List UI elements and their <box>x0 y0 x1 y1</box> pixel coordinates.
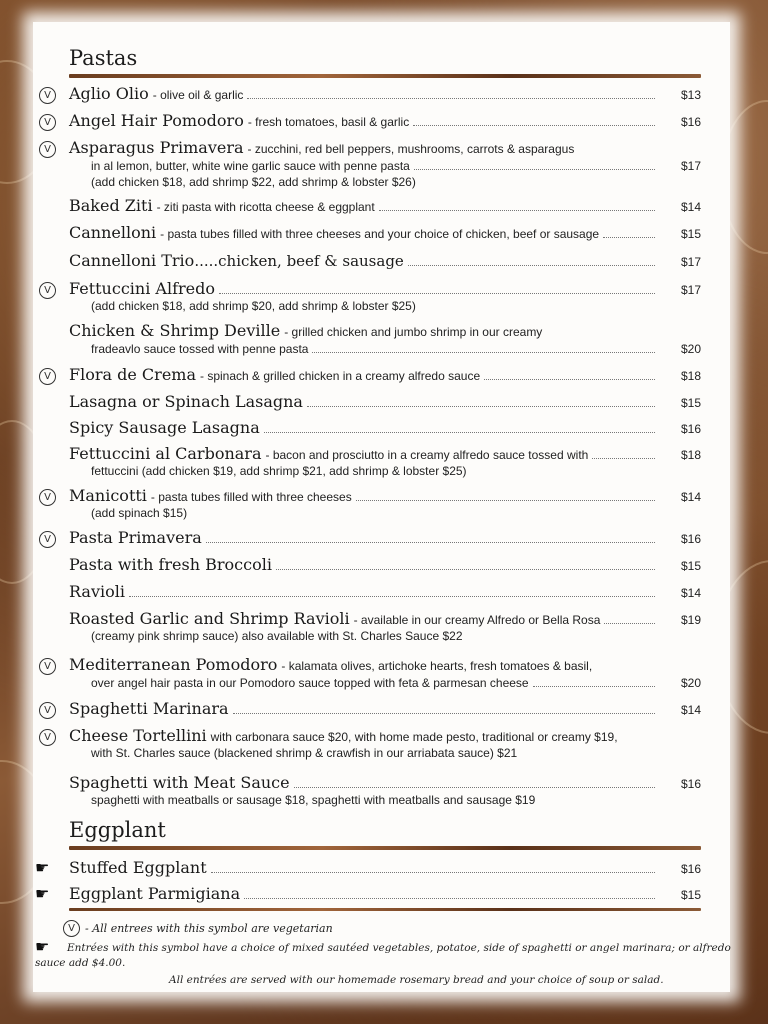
item-desc: with carbonara sauce $20, with home made pesto, traditional or creamy $19, <box>210 730 618 744</box>
dot-leader <box>211 872 655 873</box>
item-subdesc: with St. Charles sauce (blackened shrimp & crawfish in our arriabata sauce) $21 <box>91 746 518 760</box>
item-name: Ravioli <box>69 582 125 601</box>
item-name: Flora de Crema <box>69 365 196 384</box>
item-subdesc: (add chicken $18, add shrimp $20, add shrimp & lobster $25) <box>91 299 416 313</box>
eggplant-title: Eggplant <box>69 818 166 842</box>
dot-leader <box>219 293 655 294</box>
item-name: Angel Hair Pomodoro <box>69 111 244 130</box>
item-price: $19 <box>680 613 701 627</box>
vegetarian-legend: - All entrees with this symbol are vegetarian <box>85 922 333 935</box>
item-price: $17 <box>680 283 701 297</box>
item-name: Cheese Tortellini <box>69 726 207 745</box>
item-name: Pasta Primavera <box>69 528 202 547</box>
item-name: Spaghetti with Meat Sauce <box>69 773 290 792</box>
item-price: $15 <box>680 559 701 573</box>
item-price: $16 <box>680 422 701 436</box>
item-desc: - fresh tomatoes, basil & garlic <box>247 115 410 129</box>
item-name: Spicy Sausage Lasagna <box>69 418 260 437</box>
item-subdesc: fradeavlo sauce tossed with penne pasta <box>91 342 309 356</box>
vegetarian-icon: V <box>39 489 56 506</box>
item-name: Cannelloni Trio <box>69 251 195 270</box>
vegetarian-icon: V <box>39 729 56 746</box>
dot-leader <box>603 237 655 238</box>
dot-leader <box>379 210 655 211</box>
pointing-hand-icon: ☛ <box>35 858 50 877</box>
item-price: $16 <box>680 862 701 876</box>
dot-leader <box>414 169 655 170</box>
footer-note: All entrées are served with our homemade rosemary bread and your choice of soup or salad. <box>169 974 664 986</box>
dot-leader <box>276 569 655 570</box>
item-price: $16 <box>680 115 701 129</box>
item-name: Eggplant Parmigiana <box>69 884 241 903</box>
vegetarian-icon: V <box>39 282 56 299</box>
item-desc: - available in our creamy Alfredo or Bella Rosa <box>353 613 601 627</box>
item-price: $15 <box>680 227 701 241</box>
item-name: Chicken & Shrimp Deville <box>69 321 281 340</box>
item-subdesc: fettuccini (add chicken $19, add shrimp $21, add shrimp & lobster $25) <box>91 464 467 478</box>
item-price: $18 <box>680 369 701 383</box>
pastas-title: Pastas <box>69 46 138 70</box>
item-desc: - pasta tubes filled with three cheeses and your choice of chicken, beef or sausage <box>160 227 600 241</box>
item-name: Spaghetti Marinara <box>69 699 229 718</box>
item-name: Pasta with fresh Broccoli <box>69 555 272 574</box>
item-desc: .....chicken, beef & sausage <box>194 252 404 270</box>
item-desc: - zucchini, red bell peppers, mushrooms, carrots & asparagus <box>247 142 575 156</box>
item-price: $14 <box>680 490 701 504</box>
item-name: Fettuccini al Carbonara <box>69 444 262 463</box>
pastas-rule <box>69 74 701 78</box>
dot-leader <box>244 898 655 899</box>
item-subdesc: (add spinach $15) <box>91 506 188 520</box>
dot-leader <box>408 265 655 266</box>
item-price: $16 <box>680 777 701 791</box>
vegetarian-icon: V <box>39 87 56 104</box>
dot-leader <box>604 623 655 624</box>
item-name: Stuffed Eggplant <box>69 858 207 877</box>
item-name: Lasagna or Spinach Lasagna <box>69 392 303 411</box>
item-name: Manicotti <box>69 486 147 505</box>
item-subdesc: spaghetti with meatballs or sausage $18, spaghetti with meatballs and sausage $19 <box>91 793 536 807</box>
dot-leader <box>356 500 655 501</box>
vegetarian-icon: V <box>39 114 56 131</box>
item-price: $20 <box>680 342 701 356</box>
dot-leader <box>206 542 655 543</box>
item-desc: - spinach & grilled chicken in a creamy alfredo sauce <box>200 369 481 383</box>
item-name: Baked Ziti <box>69 196 153 215</box>
eggplant-rule <box>69 846 701 850</box>
vegetarian-icon: V <box>39 141 56 158</box>
vegetarian-icon: V <box>39 658 56 675</box>
dot-leader <box>312 352 655 353</box>
dot-leader <box>294 787 655 788</box>
vegetarian-icon: V <box>63 920 80 937</box>
item-price: $18 <box>680 448 701 462</box>
item-desc: - ziti pasta with ricotta cheese & eggplant <box>156 200 375 214</box>
dot-leader <box>592 458 655 459</box>
item-name: Aglio Olio <box>69 84 149 103</box>
dot-leader <box>533 686 655 687</box>
item-price: $14 <box>680 586 701 600</box>
dot-leader <box>413 125 655 126</box>
item-subdesc: over angel hair pasta in our Pomodoro sauce topped with feta & parmesan cheese <box>91 676 529 690</box>
item-price: $15 <box>680 396 701 410</box>
item-price: $17 <box>680 159 701 173</box>
item-price: $14 <box>680 200 701 214</box>
dot-leader <box>129 596 655 597</box>
choice-legend-cont: sauce add $4.00. <box>35 957 126 969</box>
vegetarian-icon: V <box>39 702 56 719</box>
dot-leader <box>264 432 655 433</box>
item-desc: - olive oil & garlic <box>152 88 244 102</box>
menu-page <box>33 22 730 992</box>
item-price: $17 <box>680 255 701 269</box>
item-name: Mediterranean Pomodoro <box>69 655 278 674</box>
item-name: Asparagus Primavera <box>69 138 244 157</box>
item-desc: - grilled chicken and jumbo shrimp in our creamy <box>284 325 543 339</box>
pointing-hand-icon: ☛ <box>35 884 50 903</box>
item-desc: - pasta tubes filled with three cheeses <box>150 490 352 504</box>
item-desc: - kalamata olives, artichoke hearts, fresh tomatoes & basil, <box>281 659 593 673</box>
item-subdesc: (creamy pink shrimp sauce) also available with St. Charles Sauce $22 <box>91 629 463 643</box>
item-desc: - bacon and prosciutto in a creamy alfredo sauce tossed with <box>265 448 589 462</box>
dot-leader <box>247 98 655 99</box>
dot-leader <box>484 379 655 380</box>
footer-rule <box>69 908 701 911</box>
pointing-hand-icon: ☛ <box>35 937 50 956</box>
vegetarian-icon: V <box>39 368 56 385</box>
item-subdesc: in al lemon, butter, white wine garlic sauce with penne pasta <box>91 159 410 173</box>
item-price: $16 <box>680 532 701 546</box>
vegetarian-icon: V <box>39 531 56 548</box>
item-subdesc: (add chicken $18, add shrimp $22, add shrimp & lobster $26) <box>91 175 416 189</box>
dot-leader <box>233 713 655 714</box>
choice-legend: Entrées with this symbol have a choice of mixed sautéed vegetables, potatoe, side of spaghetti or angel marinara; or alfredo <box>67 942 731 954</box>
dot-leader <box>307 406 655 407</box>
item-name: Cannelloni <box>69 223 157 242</box>
item-name: Fettuccini Alfredo <box>69 279 215 298</box>
item-price: $15 <box>680 888 701 902</box>
item-price: $20 <box>680 676 701 690</box>
item-price: $13 <box>680 88 701 102</box>
item-name: Roasted Garlic and Shrimp Ravioli <box>69 609 350 628</box>
item-price: $14 <box>680 703 701 717</box>
